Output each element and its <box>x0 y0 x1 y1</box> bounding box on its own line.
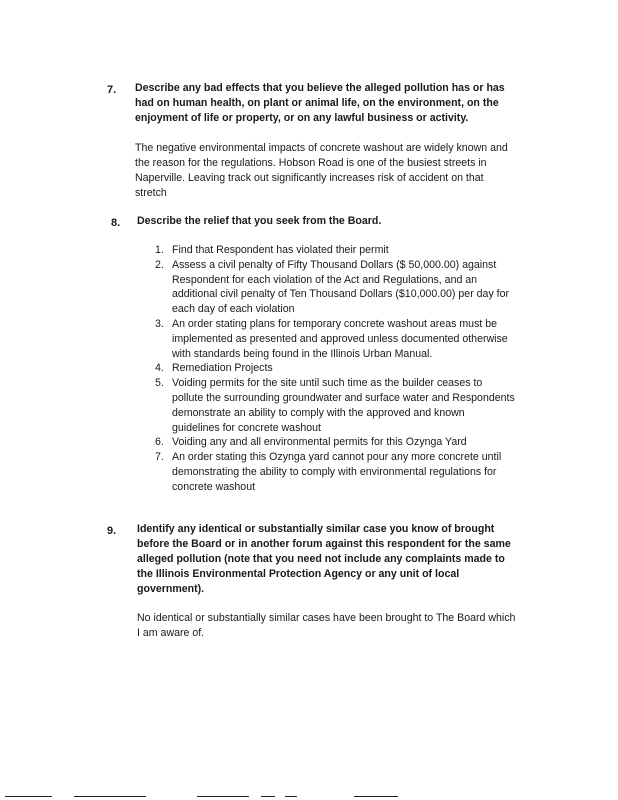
relief-item: 3. An order stating plans for temporary concrete washout areas must be implemented as presented and approved unless documented otherwise with standards being found in the Illinois Urban Manual. <box>155 317 508 360</box>
item-question: Identify any identical or substantially similar case you know of brought before the Board or in another forum against this respondent for the same alleged pollution (note that you need not include any complaints made to the Illinois Environmental Protection Agency or any unit of local government). <box>137 523 511 595</box>
relief-item: 6. Voiding any and all environmental permits for this Ozynga Yard <box>155 436 467 449</box>
footer-line <box>74 796 146 797</box>
item-question: Describe the relief that you seek from the Board. <box>137 215 382 227</box>
relief-item: 1. Find that Respondent has violated their permit <box>155 244 389 256</box>
footer-line <box>197 796 249 797</box>
footer-line <box>261 796 275 797</box>
item-number: 9. <box>107 525 117 537</box>
relief-item: 4. Remediation Projects <box>155 362 273 375</box>
item-number: 8. <box>111 217 121 229</box>
relief-item: 7. An order stating this Ozynga yard cannot pour any more concrete until demonstrating the ability to comply with environmental regulations for concrete washout <box>155 451 502 493</box>
footer-line <box>354 796 398 797</box>
relief-list <box>155 243 515 495</box>
footer-line <box>285 796 297 797</box>
footer-line <box>5 796 52 797</box>
item-question: Describe any bad effects that you believe the alleged pollution has or has had on human health, on plant or animal life, on the environment, on the enjoyment of life or property, or on any lawful business or activity. <box>135 82 505 124</box>
item-number: 7. <box>107 84 117 96</box>
relief-item: 2. Assess a civil penalty of Fifty Thousand Dollars ($ 50,000.00) against Respondent for each violation of the Act and Regulations, and an additional civil penalty of Ten Thousand Dollars ($10,000.00) per day for each day of each violation <box>155 258 510 316</box>
item-answer: No identical or substantially similar cases have been brought to The Board which I am aware of. <box>137 612 516 639</box>
item-answer: The negative environmental impacts of concrete washout are widely known and the reason for the regulations. Hobson Road is one of the busiest streets in Naperville. Leaving track out significantly increases risk of accident on that stretch <box>135 142 508 199</box>
relief-item: 5. Voiding permits for the site until such time as the builder ceases to pollute the surrounding groundwater and surface water and Respondents demonstrate an ability to comply with the approved and known guidelines for concrete washout <box>155 377 515 434</box>
